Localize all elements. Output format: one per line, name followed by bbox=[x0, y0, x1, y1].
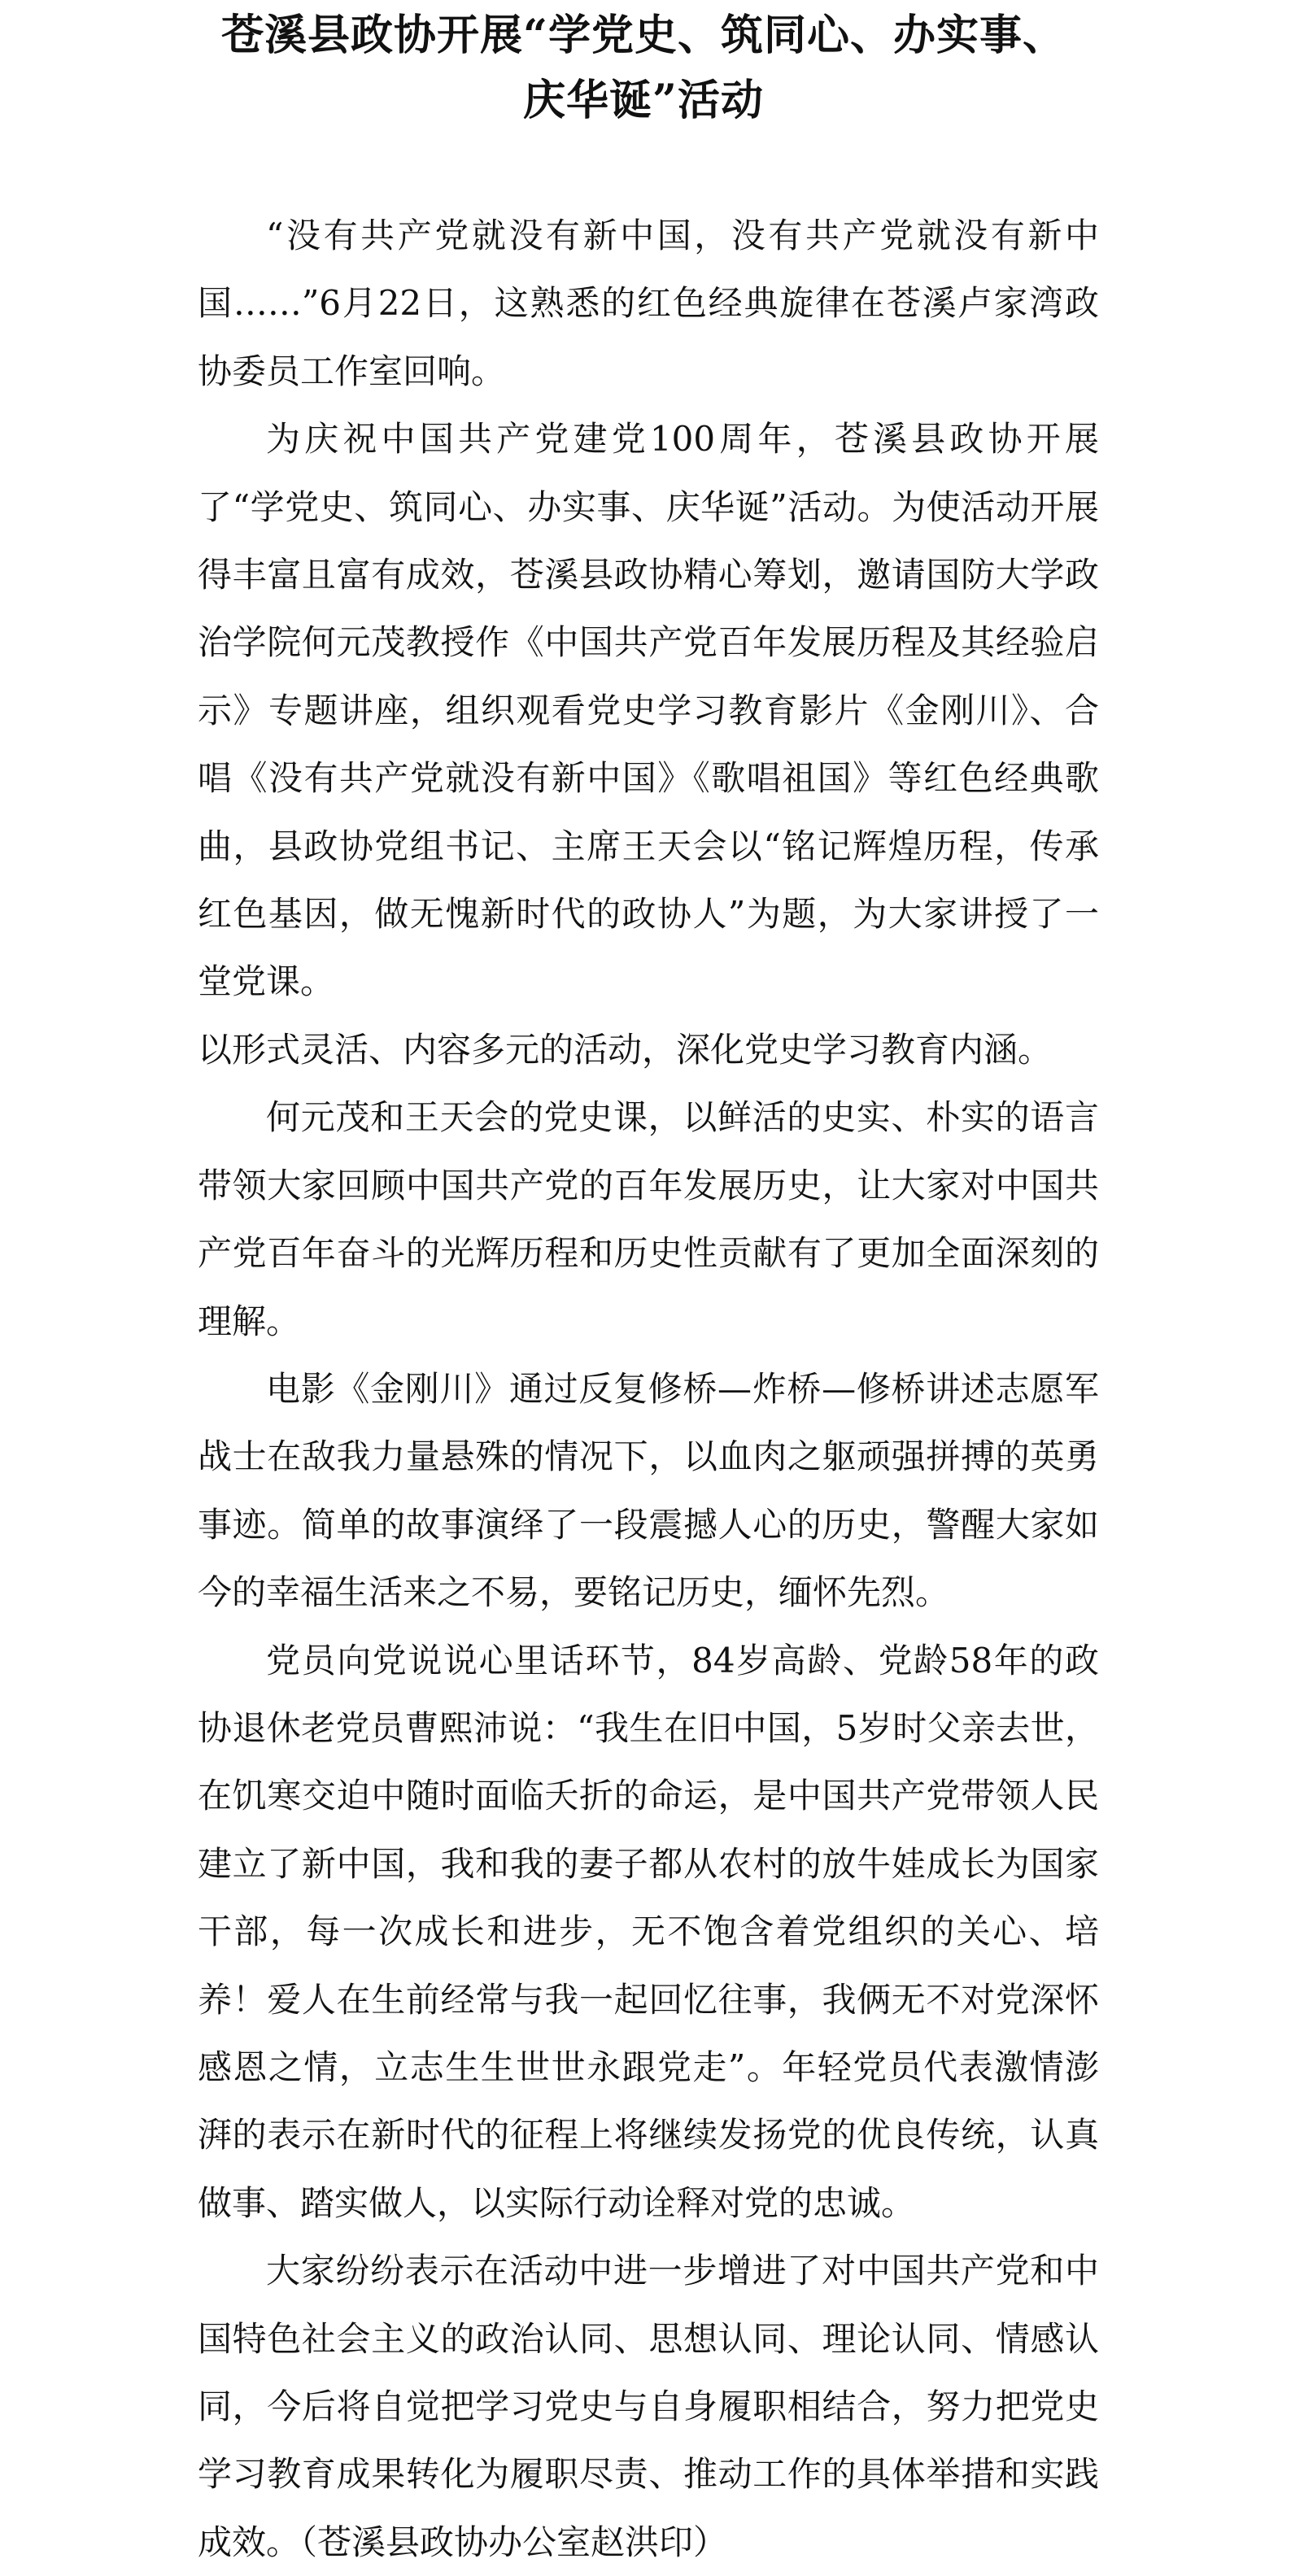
paragraph-6: 党员向党说说心里话环节，84岁高龄、党龄58年的政协退休老党员曹熙沛说：“我生在旧中国，5岁时父亲去世，在饥寒交迫中随时面临夭折的命运，是中国共产党带领人民建立了新中国，我和我的妻子都从农村的放牛娃成长为国家干部，每一次成长和进步，无不饱含着党组织的关心、培养！爱人在生前经常与我一起回忆往事，我俩无不对党深怀感恩之情，立志生生世世永跟党走”。年轻党员代表激情澎湃的表示在新时代的征程上将继续发扬党的优良传统，认真做事、踏实做人，以实际行动诠释对党的忠诚。 bbox=[198, 1640, 1099, 2223]
paragraph-4: 何元茂和王天会的党史课，以鲜活的史实、朴实的语言带领大家回顾中国共产党的百年发展历史，让大家对中国共产党百年奋斗的光辉历程和历史性贡献有了更加全面深刻的理解。 bbox=[198, 1097, 1099, 1341]
paragraph-2: 为庆祝中国共产党建党100周年，苍溪县政协开展了“学党史、筑同心、办实事、庆华诞”活动。为使活动开展得丰富且富有成效，苍溪县政协精心筹划，邀请国防大学政治学院何元茂教授作《中国共产党百年发展历程及其经验启示》专题讲座，组织观看党史学习教育影片《金刚川》、合唱《没有共产党就没有新中国》《歌唱祖国》等红色经典歌曲，县政协党组书记、主席王天会以“铭记辉煌历程，传承红色基因，做无愧新时代的政协人”为题，为大家讲授了一堂党课。 bbox=[198, 419, 1099, 1002]
paragraph-5: 电影《金刚川》通过反复修桥—炸桥—修桥讲述志愿军战士在敌我力量悬殊的情况下，以血肉之躯顽强拼搏的英勇事迹。简单的故事演绎了一段震撼人心的历史，警醒大家如今的幸福生活来之不易，要铭记历史，缅怀先烈。 bbox=[198, 1368, 1099, 1613]
paragraph-7: 大家纷纷表示在活动中进一步增进了对中国共产党和中国特色社会主义的政治认同、思想认同、理论认同、情感认同，今后将自觉把学习党史与自身履职相结合，努力把党史学习教育成果转化为履职尽责、推动工作的具体举措和实践成效。（苍溪县政协办公室赵洪印） bbox=[198, 2251, 1099, 2562]
paragraph-1: “没有共产党就没有新中国，没有共产党就没有新中国……”6月22日，这熟悉的红色经典旋律在苍溪卢家湾政协委员工作室回响。 bbox=[198, 216, 1099, 391]
article-body bbox=[198, 202, 1099, 2576]
paragraph-3: 以形式灵活、内容多元的活动，深化党史学习教育内涵。 bbox=[198, 1029, 1053, 1070]
document-title-line-1: 苍溪县政协开展“学党史、筑同心、办实事、 bbox=[221, 11, 1066, 60]
document-title-line-2: 庆华诞”活动 bbox=[523, 76, 764, 125]
